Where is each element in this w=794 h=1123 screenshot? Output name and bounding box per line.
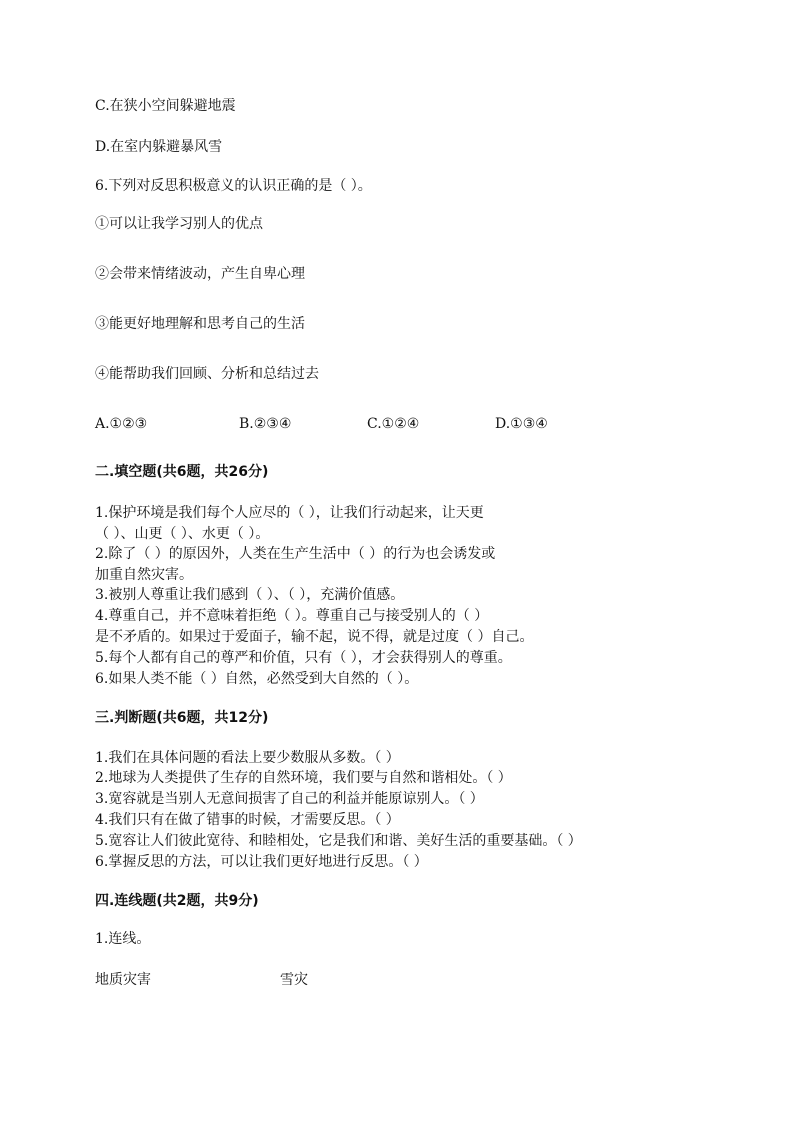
match-q1-stem: 1.连线。 (95, 931, 151, 947)
q6-item-2: ②会带来情绪波动，产生自卑心理 (95, 266, 305, 282)
q6-item-3: ③能更好地理解和思考自己的生活 (95, 316, 305, 332)
q5-option-c: C.在狭小空间躲避地震 (95, 98, 236, 114)
q6-choice-c: C.①②④ (367, 416, 420, 432)
q6-choice-a: A.①②③ (95, 416, 148, 432)
q6-stem: 6.下列对反思积极意义的认识正确的是（ ）。 (95, 178, 372, 194)
section-2-title: 二.填空题(共6题，共26分) (95, 464, 269, 480)
judge-line-2: 2.地球为人类提供了生存的自然环境，我们要与自然和谐相处。（ ） (95, 770, 512, 786)
judge-line-6: 6.掌握反思的方法，可以让我们更好地进行反思。（ ） (95, 854, 428, 870)
q6-choice-d: D.①③④ (495, 416, 548, 432)
fill-line-8: 5.每个人都有自己的尊严和价值，只有（ ），才会获得别人的尊重。 (95, 650, 512, 666)
fill-line-5: 3.被别人尊重让我们感到（ ）、（ ），充满价值感。 (95, 587, 405, 603)
match-right-item: 雪灾 (280, 972, 308, 988)
q5-option-d: D.在室内躲避暴风雪 (95, 139, 223, 155)
fill-line-1: 1.保护环境是我们每个人应尽的（ ），让我们行动起来，让天更 (95, 505, 484, 521)
fill-line-3: 2.除了（ ）的原因外，人类在生产生活中（ ）的行为也会诱发或 (95, 546, 496, 562)
fill-line-2: （ ）、山更（ ）、水更（ ）。 (95, 526, 270, 542)
section-3-title: 三.判断题(共6题，共12分) (95, 710, 269, 726)
q6-choice-b: B.②③④ (239, 416, 292, 432)
fill-line-6: 4.尊重自己，并不意味着拒绝（ ）。尊重自己与接受别人的（ ） (95, 608, 489, 624)
judge-line-3: 3.宽容就是当别人无意间损害了自己的利益并能原谅别人。（ ） (95, 791, 484, 807)
q6-item-4: ④能帮助我们回顾、分析和总结过去 (95, 366, 319, 382)
match-left-item: 地质灾害 (95, 972, 151, 988)
fill-line-4: 加重自然灾害。 (95, 567, 193, 583)
judge-line-1: 1.我们在具体问题的看法上要少数服从多数。（ ） (95, 750, 400, 766)
judge-line-4: 4.我们只有在做了错事的时候，才需要反思。（ ） (95, 812, 400, 828)
q6-item-1: ①可以让我学习别人的优点 (95, 216, 263, 232)
judge-line-5: 5.宽容让人们彼此宽待、和睦相处，它是我们和谐、美好生活的重要基础。（ ） (95, 833, 582, 849)
fill-line-9: 6.如果人类不能（ ）自然，必然受到大自然的（ ）。 (95, 671, 419, 687)
section-4-title: 四.连线题(共2题，共9分) (95, 893, 259, 909)
fill-line-7: 是不矛盾的。如果过于爱面子，输不起，说不得，就是过度（ ）自己。 (95, 629, 534, 645)
